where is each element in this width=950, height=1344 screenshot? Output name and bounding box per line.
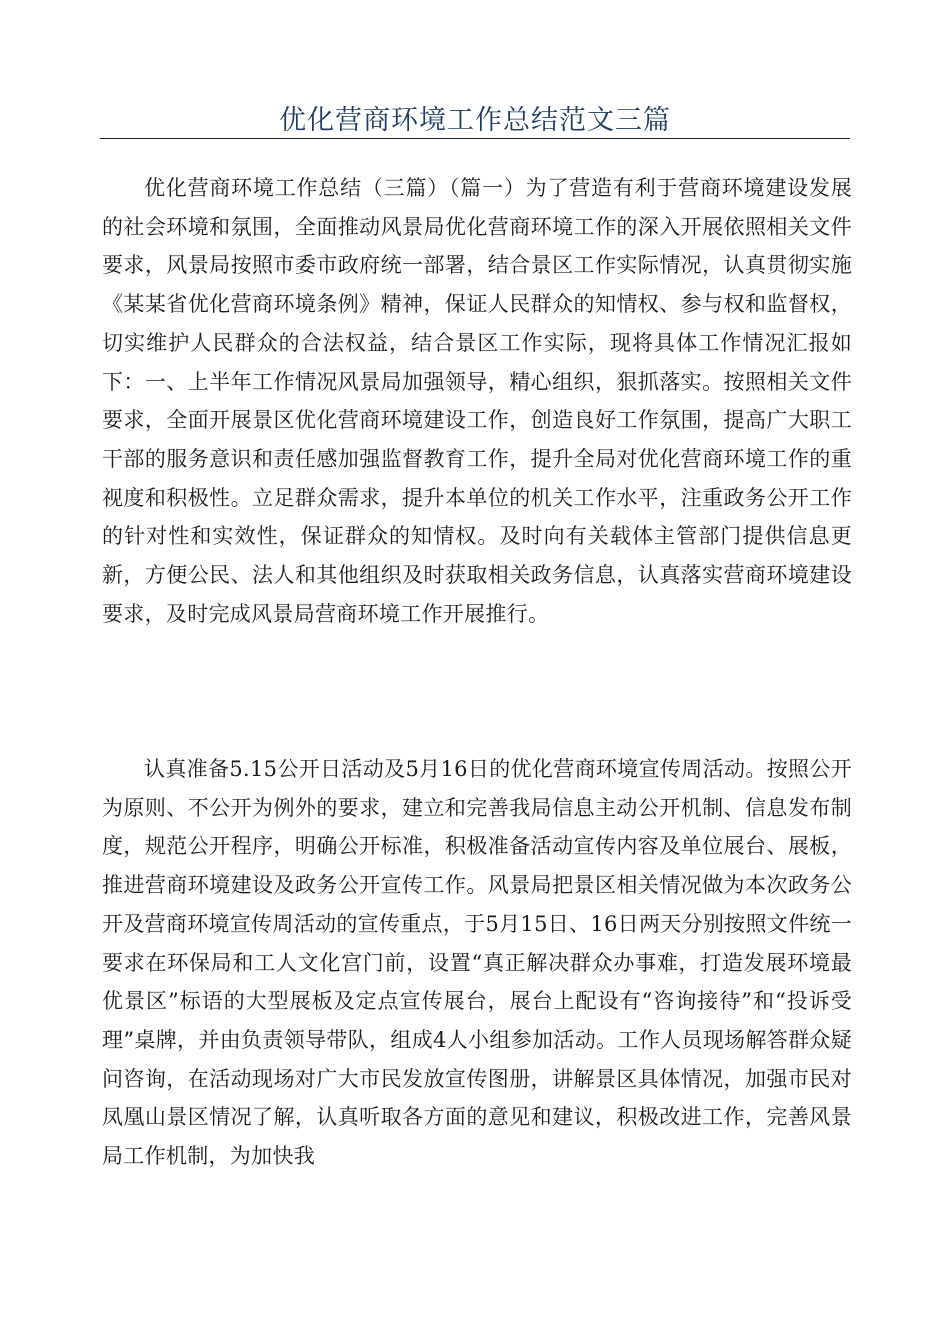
- document-title: 优化营商环境工作总结范文三篇: [279, 105, 671, 136]
- body-paragraph-1: 优化营商环境工作总结（三篇）（篇一）为了营造有利于营商环境建设发展的社会环境和氛围，全面推动风景局优化营商环境工作的深入开展依照相关文件要求，风景局按照市委市政府统一部署，结合景区工作实际情况，认真贯彻实施《某某省优化营商环境条例》精神，保证人民群众的知情权、参与权和监督权，切实维护人民群众的合法权益，结合景区工作实际，现将具体工作情况汇报如下：一、上半年工作情况风景局加强领导，精心组织，狠抓落实。按照相关文件要求，全面开展景区优化营商环境建设工作，创造良好工作氛围，提高广大职工干部的服务意识和责任感加强监督教育工作，提升全局对优化营商环境工作的重视度和积极性。立足群众需求，提升本单位的机关工作水平，注重政务公开工作的针对性和实效性，保证群众的知情权。及时向有关载体主管部门提供信息更新，方便公民、法人和其他组织及时获取相关政务信息，认真落实营商环境建设要求，及时完成风景局营商环境工作开展推行。: [102, 176, 852, 626]
- title-underline: [100, 138, 850, 139]
- body-paragraph-2: 认真准备5.15公开日活动及5月16日的优化营商环境宣传周活动。按照公开为原则、不公开为例外的要求，建立和完善我局信息主动公开机制、信息发布制度，规范公开程序，明确公开标准，积极准备活动宣传内容及单位展台、展板，推进营商环境建设及政务公开宣传工作。风景局把景区相关情况做为本次政务公开及营商环境宣传周活动的宣传重点，于5月15日、16日两天分别按照文件统一要求在环保局和工人文化宫门前，设置“真正解决群众办事难，打造发展环境最优景区”标语的大型展板及定点宣传展台，展台上配设有“咨询接待”和“投诉受理”桌牌，并由负责领导带队，组成4人小组参加活动。工作人员现场解答群众疑问咨询，在活动现场对广大市民发放宣传图册，讲解景区具体情况，加强市民对凤凰山景区情况了解，认真听取各方面的意见和建议，积极改进工作，完善风景局工作机制，为加快我: [102, 757, 852, 1169]
